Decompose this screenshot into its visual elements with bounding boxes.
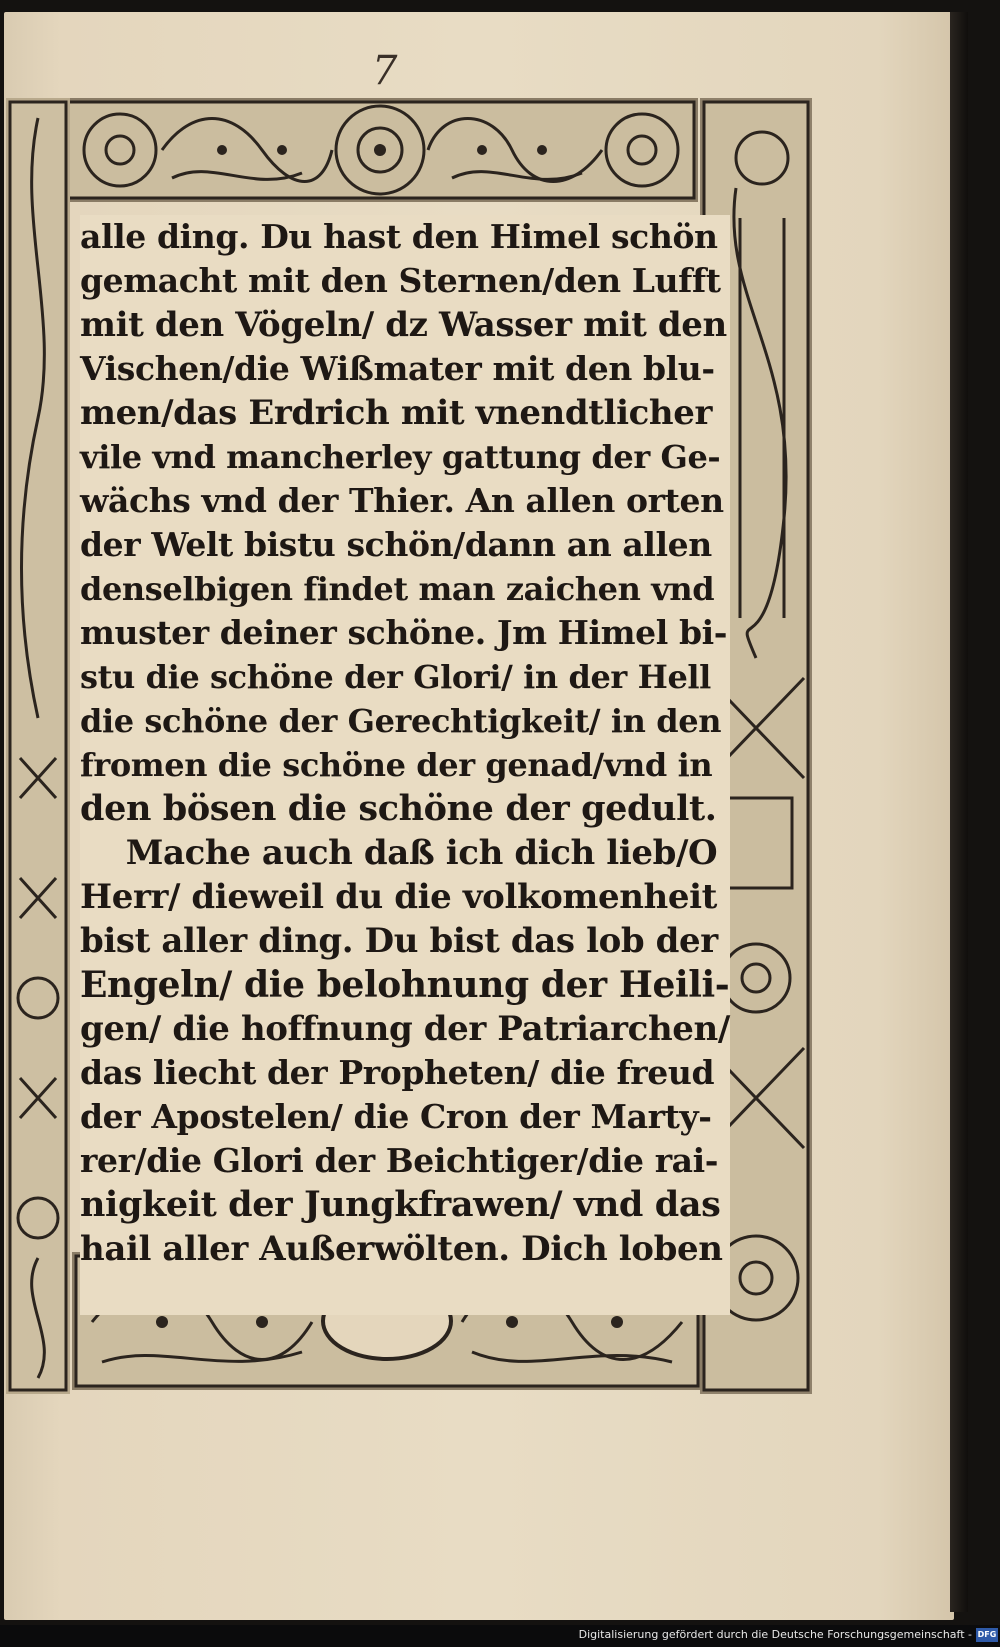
text-line: vile vnd mancherley gattung der Ge- [80, 438, 721, 476]
text-line: gemacht mit den Sternen/den Lufft [80, 261, 721, 300]
woodcut-left-border [6, 98, 70, 1394]
text-line: stu die schöne der Glori/ in der Hell [80, 658, 711, 696]
text-line: bist aller ding. Du bist das lob der [80, 921, 718, 961]
text-block [80, 215, 730, 1315]
text-line: muster deiner schöne. Jm Himel bi- [80, 613, 728, 652]
funding-credit: Digitalisierung gefördert durch die Deutsche Forschungsgemeinschaft - [578, 1628, 972, 1641]
text-line: Herr/ dieweil du die volkomenheit [80, 877, 717, 917]
page-edge-shadow [950, 12, 968, 1612]
text-line: den bösen die schöne der gedult. [80, 788, 717, 829]
footer-bar [0, 1625, 1000, 1647]
text-line: nigkeit der Jungkfrawen/ vnd das [80, 1184, 721, 1225]
text-line: fromen die schöne der genad/vnd in [80, 746, 713, 784]
text-line: denselbigen findet man zaichen vnd [80, 570, 715, 608]
text-line: mit den Vögeln/ dz Wasser mit den [80, 305, 727, 345]
text-line: hail aller Außerwölten. Dich loben [80, 1229, 723, 1269]
text-line: rer/die Glori der Beichtiger/die rai- [80, 1141, 719, 1180]
text-line: der Apostelen/ die Cron der Marty- [80, 1097, 712, 1136]
text-line: das liecht der Propheten/ die freud [80, 1053, 715, 1092]
text-line: alle ding. Du hast den Himel schön [80, 217, 718, 256]
text-line: die schöne der Gerechtigkeit/ in den [80, 702, 722, 740]
dfg-logo: DFG [976, 1628, 998, 1642]
text-line: Engeln/ die belohnung der Heili- [80, 964, 730, 1006]
text-line: men/das Erdrich mit vnendtlicher [80, 393, 712, 433]
text-line: Vischen/die Wißmater mit den blu- [80, 349, 715, 388]
text-line: Mache auch daß ich dich lieb/O [80, 833, 718, 873]
text-line: der Welt bistu schön/dann an allen [80, 525, 712, 564]
text-line: wächs vnd der Thier. An allen orten [80, 481, 724, 520]
page-number: 7 [372, 48, 398, 94]
text-line: gen/ die hoffnung der Patriarchen/ [80, 1009, 730, 1049]
woodcut-top-border [62, 98, 698, 202]
